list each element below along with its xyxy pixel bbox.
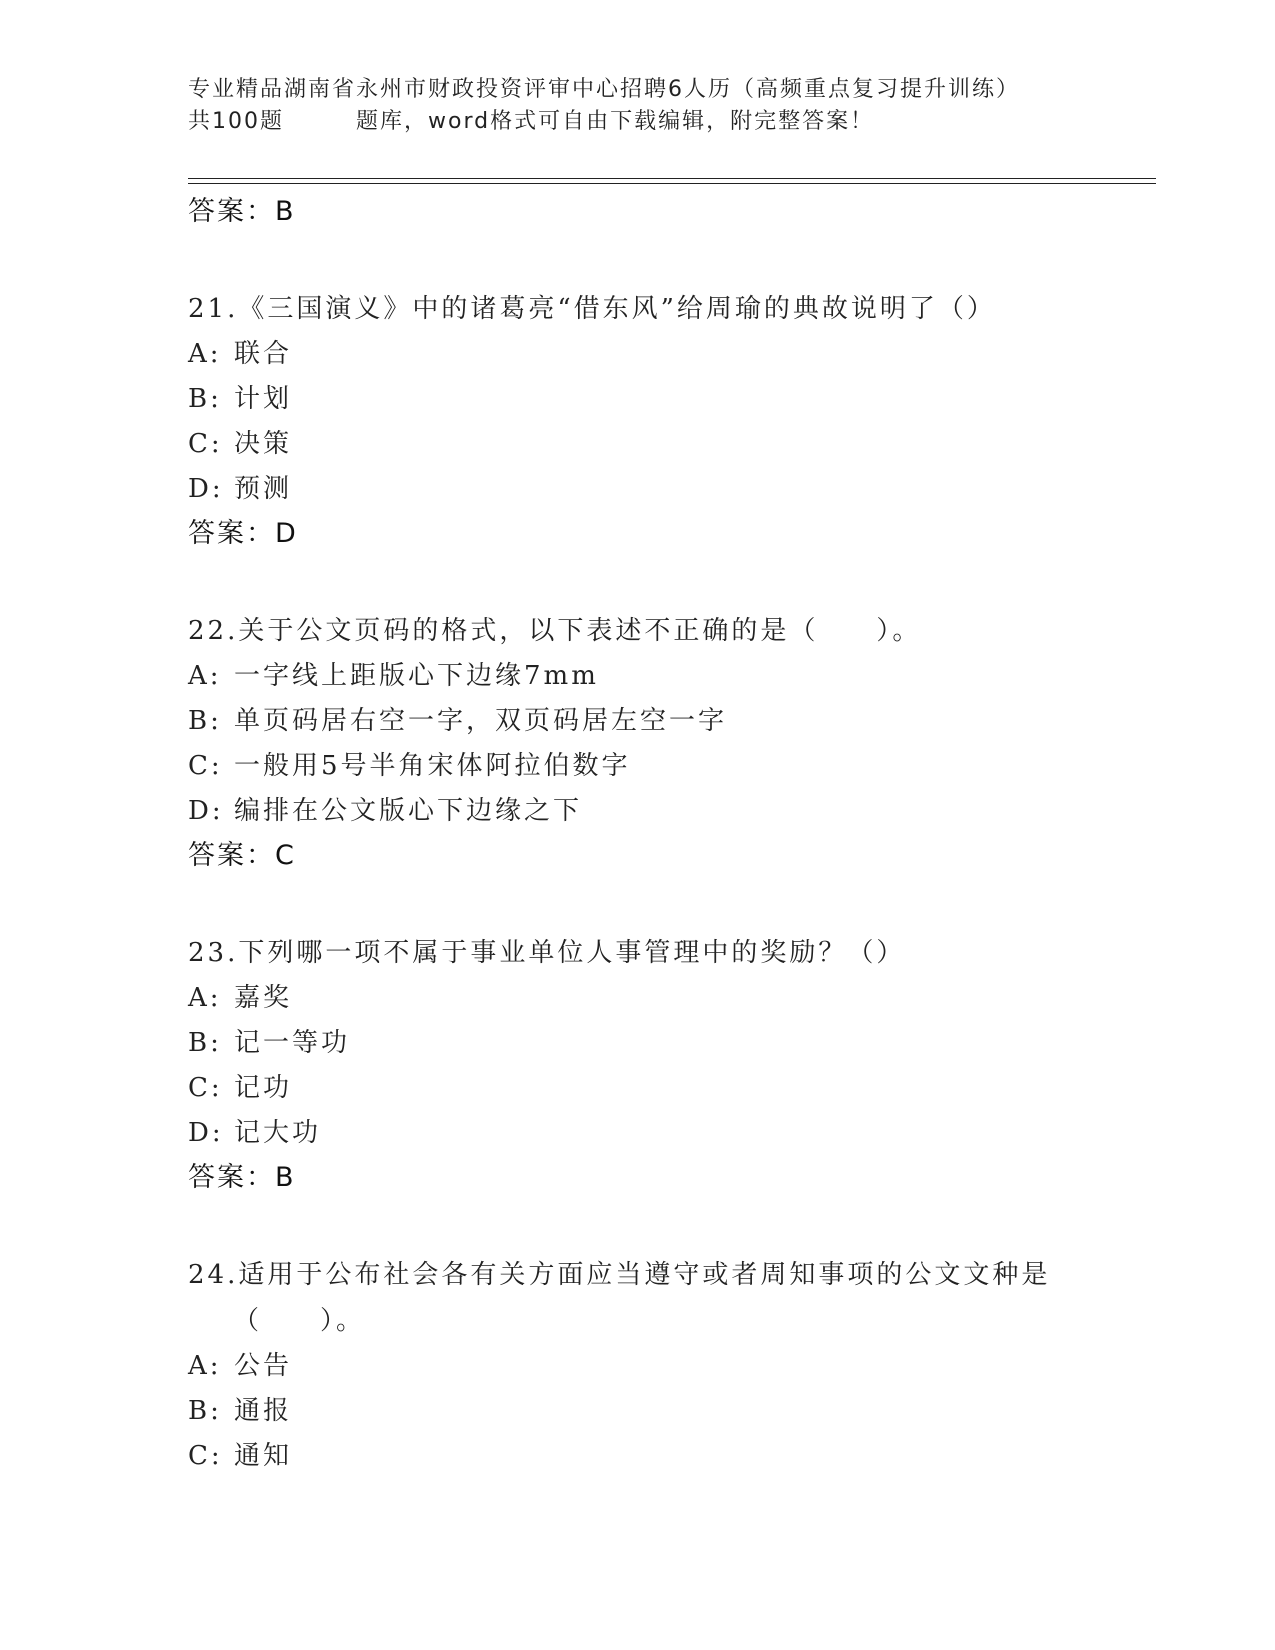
- answer-line: 答案：B: [188, 196, 296, 227]
- question-item: [188, 286, 1148, 556]
- option-b: [188, 699, 1148, 744]
- answer-line: 答案：C: [188, 840, 296, 871]
- option-key: D:: [188, 474, 224, 504]
- option-key: B:: [188, 384, 222, 414]
- option-key: C:: [188, 429, 223, 459]
- option-key: B:: [188, 706, 222, 736]
- question-stem: 21.《三国演义》中的诸葛亮“借东风”给周瑜的典故说明了（）: [188, 294, 996, 324]
- option-text: 一字线上距版心下边缘7mm: [234, 661, 599, 691]
- option-key: B:: [188, 1396, 222, 1426]
- option-text: 单页码居右空一字，双页码居左空一字: [234, 706, 728, 736]
- option-key: C:: [188, 1073, 223, 1103]
- option-key: C:: [188, 1441, 223, 1471]
- header-subtitle: [188, 106, 1148, 138]
- option-d: [188, 467, 1148, 512]
- option-text: 决策: [234, 429, 293, 459]
- option-text: 嘉奖: [234, 983, 293, 1013]
- option-key: D:: [188, 796, 224, 826]
- option-text: 记一等功: [234, 1028, 351, 1058]
- option-c: [188, 422, 1148, 467]
- option-key: A:: [188, 661, 222, 691]
- option-text: 记大功: [234, 1118, 322, 1148]
- option-key: D:: [188, 1118, 224, 1148]
- option-text: 计划: [234, 384, 293, 414]
- option-key: B:: [188, 1028, 222, 1058]
- option-key: A:: [188, 1351, 222, 1381]
- option-text: 一般用5号半角宋体阿拉伯数字: [234, 751, 631, 781]
- option-c: [188, 1434, 1148, 1479]
- option-key: C:: [188, 751, 223, 781]
- option-text: 编排在公文版心下边缘之下: [234, 796, 583, 826]
- option-a: [188, 654, 1148, 699]
- option-c: [188, 744, 1148, 789]
- question-list: [188, 190, 1148, 1479]
- question-item: [188, 1252, 1148, 1479]
- header-divider-top: [188, 178, 1156, 179]
- option-text: 记功: [234, 1073, 293, 1103]
- option-b: [188, 1021, 1148, 1066]
- option-key: A:: [188, 339, 222, 369]
- option-a: [188, 976, 1148, 1021]
- question-stem: 24.适用于公布社会各有关方面应当遵守或者周知事项的公文文种是（ ）。: [188, 1260, 1051, 1336]
- header-title: 专业精品湖南省永州市财政投资评审中心招聘6人历（高频重点复习提升训练）: [188, 77, 1020, 102]
- option-d: [188, 1111, 1148, 1156]
- option-text: 联合: [234, 339, 293, 369]
- question-stem: 22.关于公文页码的格式，以下表述不正确的是（ ）。: [188, 616, 922, 646]
- option-text: 公告: [234, 1351, 293, 1381]
- option-b: [188, 1389, 1148, 1434]
- option-key: A:: [188, 983, 222, 1013]
- answer-line: 答案：D: [188, 518, 298, 549]
- answer-line: 答案：B: [188, 1162, 296, 1193]
- header-question-count: 共100题: [188, 109, 284, 134]
- header-description: 题库，word格式可自由下载编辑，附完整答案！: [356, 109, 875, 134]
- question-item: [188, 608, 1148, 878]
- option-b: [188, 377, 1148, 422]
- page-header: [188, 74, 1148, 138]
- option-a: [188, 332, 1148, 377]
- option-a: [188, 1344, 1148, 1389]
- option-text: 预测: [234, 474, 293, 504]
- question-item: [188, 930, 1148, 1200]
- option-text: 通报: [234, 1396, 293, 1426]
- option-text: 通知: [234, 1441, 293, 1471]
- question-stem: 23.下列哪一项不属于事业单位人事管理中的奖励？（）: [188, 938, 906, 968]
- option-d: [188, 789, 1148, 834]
- option-c: [188, 1066, 1148, 1111]
- header-divider-bottom: [188, 183, 1156, 184]
